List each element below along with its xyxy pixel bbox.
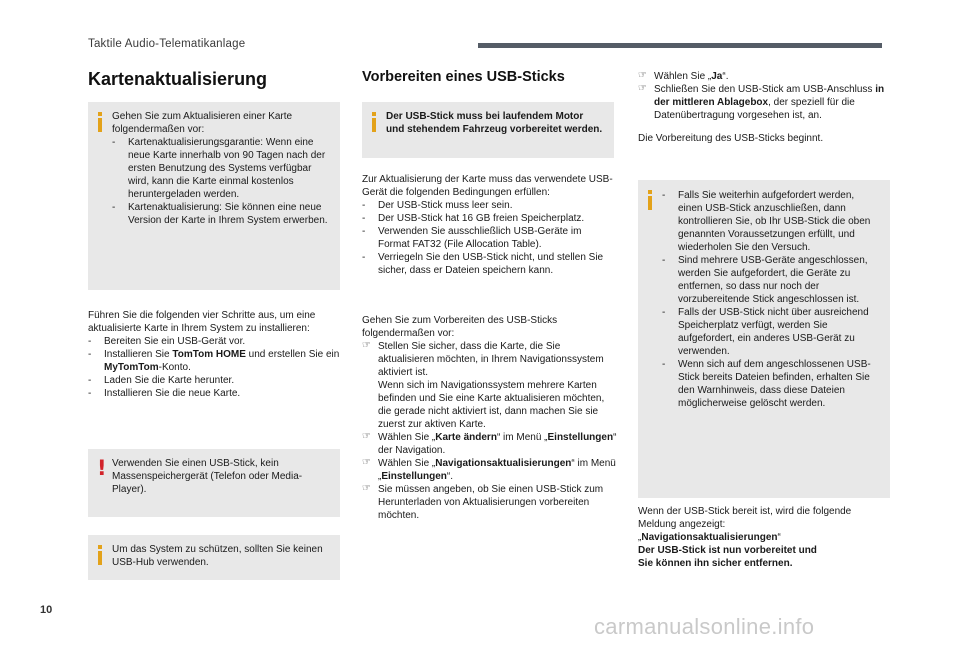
column-3-top xyxy=(638,70,890,145)
info-intro: Gehen Sie zum Aktualisieren einer Karte folgendermaßen vor: xyxy=(112,111,293,135)
steps-intro: Führen Sie die folgenden vier Schritte aus, um eine aktualisierte Karte in Ihrem System zu installieren: xyxy=(88,310,316,334)
page-title: Kartenaktualisierung xyxy=(88,69,268,89)
prep-block xyxy=(362,314,617,522)
condition-item: - Der USB-Stick muss leer sein. xyxy=(362,199,614,212)
condition-item: - Verwenden Sie ausschließlich USB-Geräte im Format FAT32 (File Allocation Table). xyxy=(362,225,614,251)
ready-block xyxy=(638,505,890,570)
watermark: carmanualsonline.info xyxy=(594,614,815,639)
warning-box xyxy=(88,449,340,517)
action-item: ☞ Wählen Sie „Navigationsaktualisierungen“ im Menü „Einstellungen“. xyxy=(362,457,617,483)
info-box-troubleshoot xyxy=(638,180,890,498)
section-title: Taktile Audio-Telematikanlage xyxy=(88,38,246,50)
action-item: ☞ Stellen Sie sicher, dass die Karte, die Sie aktualisieren möchten, in Ihrem Navigationssystem aktiviert ist. xyxy=(362,340,617,379)
ready-quote: „Navigationsaktualisierungen“ xyxy=(638,532,781,543)
warning-icon: ! xyxy=(97,456,107,480)
info-box-engine xyxy=(362,102,614,158)
action-item: ☞ Wählen Sie „Karte ändern“ im Menü „Einstellungen“ der Navigation. xyxy=(362,431,617,457)
page-number: 10 xyxy=(40,604,53,616)
prep-start-text: Die Vorbereitung des USB-Sticks beginnt. xyxy=(638,133,824,144)
column-2-title xyxy=(362,68,614,86)
steps-block xyxy=(88,309,340,400)
prep-intro: Gehen Sie zum Vorbereiten des USB-Sticks folgendermaßen vor: xyxy=(362,315,558,339)
action-item: ☞ Schließen Sie den USB-Stick am USB-Anschluss in der mittleren Ablagebox, der speziell für die Datenübertragung vorgesehen ist, an. xyxy=(638,83,890,122)
ready-intro: Wenn der USB-Stick bereit ist, wird die folgende Meldung angezeigt: xyxy=(638,506,852,530)
conditions-intro: Zur Aktualisierung der Karte muss das verwendete USB-Gerät die folgenden Bedingungen erfüllen: xyxy=(362,174,613,198)
action-continued: Wenn sich im Navigationssystem mehrere Karten befinden und Sie eine Karte aktualisieren möchten, die gerade nicht aktiviert ist, dann machen Sie sie zuerst zur aktiven Karte. xyxy=(378,380,605,430)
list-item: - Falls der USB-Stick nicht über ausreichend Speicherplatz verfügt, werden Sie aufgefordert, ein anderes USB-Gerät zu verwenden. xyxy=(662,306,880,358)
info-box-hub xyxy=(88,535,340,580)
step-item: - Bereiten Sie ein USB-Gerät vor. xyxy=(88,335,340,348)
list-item: - Kartenaktualisierungsgarantie: Wenn eine neue Karte innerhalb von 90 Tagen nach der ersten Benutzung des Systems verfügbar wird, kann die Karte einmal kostenlos heruntergeladen werden. xyxy=(112,136,330,201)
step-item: - Laden Sie die Karte herunter. xyxy=(88,374,340,387)
list-item: - Sind mehrere USB-Geräte angeschlossen, werden Sie aufgefordert, die Geräte zu entfernen, so dass nur noch der vorzubereitende Stick angeschlossen ist. xyxy=(662,254,880,306)
condition-item: - Der USB-Stick hat 16 GB freien Speicherplatz. xyxy=(362,212,614,225)
usb-heading: Vorbereiten eines USB-Sticks xyxy=(362,69,565,85)
ready-message: Der USB-Stick ist nun vorbereitet und xyxy=(638,545,817,556)
step-item: - Installieren Sie die neue Karte. xyxy=(88,387,340,400)
list-item: - Falls Sie weiterhin aufgefordert werden, einen USB-Stick anzuschließen, dann kontrollieren Sie, ob Ihr USB-Stick die oben genannten Voraussetzungen erfüllt, und wiederholen Sie den Versuch. xyxy=(662,189,880,254)
info-icon xyxy=(97,112,107,132)
condition-item: - Verriegeln Sie den USB-Stick nicht, und stellen Sie sicher, dass er Dateien speichern kann. xyxy=(362,251,614,277)
step-item: - Installieren Sie TomTom HOME und erstellen Sie ein MyTomTom-Konto. xyxy=(88,348,340,374)
info-icon xyxy=(647,190,657,210)
info-box-update xyxy=(88,102,340,290)
column-1 xyxy=(88,68,340,90)
header-bar xyxy=(478,43,882,48)
ready-message: Sie können ihn sicher entfernen. xyxy=(638,558,793,569)
list-item: - Kartenaktualisierung: Sie können eine neue Version der Karte in Ihrem System erwerben. xyxy=(112,201,330,227)
list-item: - Wenn sich auf dem angeschlossenen USB-Stick bereits Dateien befinden, erhalten Sie den Warnhinweis, dass diese Dateien möglicherweise gelöscht werden. xyxy=(662,358,880,410)
action-item: ☞ Sie müssen angeben, ob Sie einen USB-Stick zum Herunterladen von Aktualisierungen vorbereiten möchten. xyxy=(362,483,617,522)
action-item: ☞ Wählen Sie „Ja“. xyxy=(638,70,890,83)
warning-text: Verwenden Sie einen USB-Stick, kein Massenspeichergerät (Telefon oder Media-Player). xyxy=(112,458,303,495)
info-engine-text: Der USB-Stick muss bei laufendem Motor und stehendem Fahrzeug vorbereitet werden. xyxy=(386,111,603,135)
info-icon xyxy=(97,545,107,565)
info-hub-text: Um das System zu schützen, sollten Sie keinen USB-Hub verwenden. xyxy=(112,544,323,568)
info-icon xyxy=(371,112,381,132)
conditions-block xyxy=(362,173,614,277)
